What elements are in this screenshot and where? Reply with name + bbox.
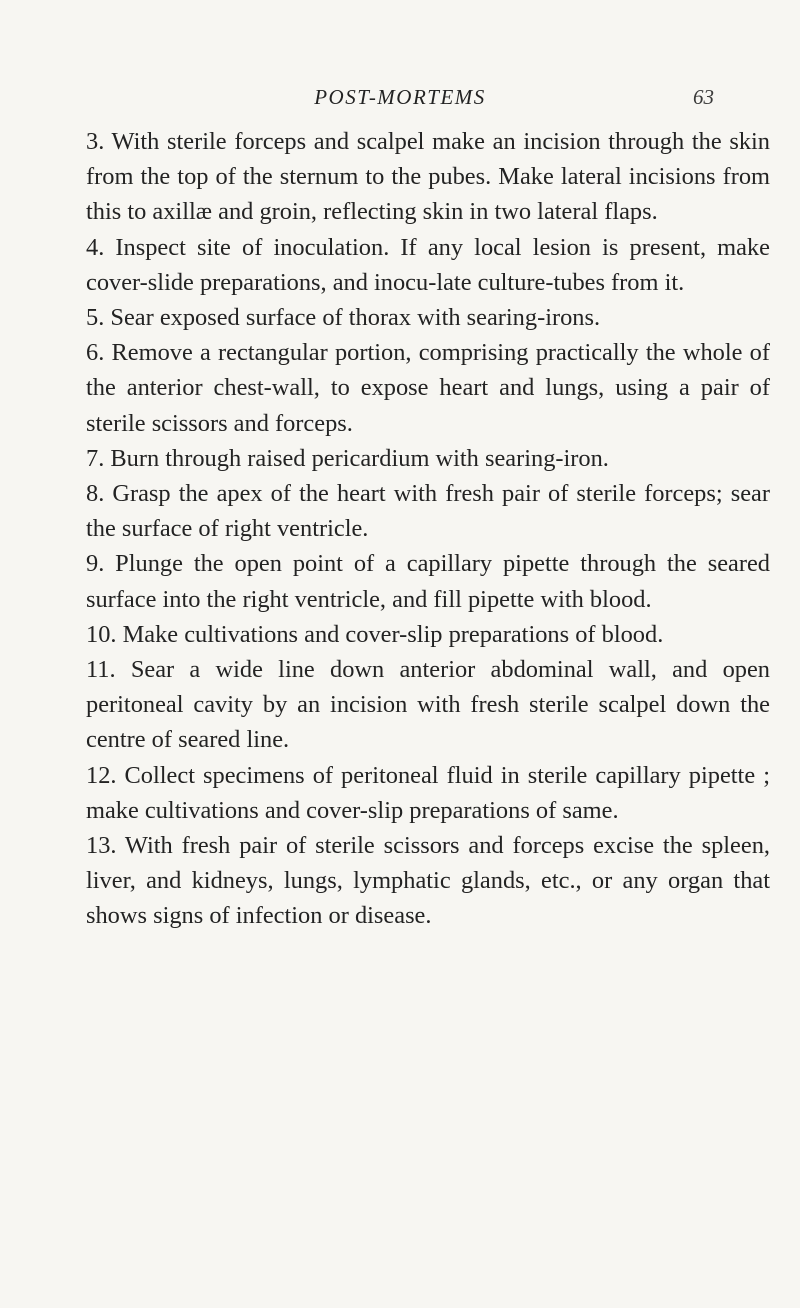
- step-4-paragraph: 4. Inspect site of inoculation. If any local lesion is present, make cover-slide preparations, and inocu-late culture-tubes from it.: [86, 233, 770, 296]
- step-3-paragraph: 3. With sterile forceps and scalpel make an incision through the skin from the top of the sternum to the pubes. Make lateral incisions from this to axillæ and groin, reflecting skin in two lateral flaps.: [86, 128, 770, 226]
- step-13-paragraph: 13. With fresh pair of sterile scissors and forceps excise the spleen, liver, and kidneys, lungs, lymphatic glands, etc., or any organ that shows signs of infection or disease.: [86, 832, 770, 930]
- step-5-paragraph: 5. Sear exposed surface of thorax with searing-irons.: [86, 304, 601, 332]
- step-8-paragraph: 8. Grasp the apex of the heart with fresh pair of sterile forceps; sear the surface of right ventricle.: [86, 480, 770, 543]
- step-10-paragraph: 10. Make cultivations and cover-slip preparations of blood.: [86, 620, 664, 648]
- procedure-steps: [86, 124, 770, 934]
- step-7-paragraph: 7. Burn through raised pericardium with searing-iron.: [86, 444, 609, 472]
- page-number: 63: [693, 85, 714, 109]
- step-11-paragraph: 11. Sear a wide line down anterior abdominal wall, and open peritoneal cavity by an incision with fresh sterile scalpel down the centre of seared line.: [86, 656, 770, 754]
- running-title: POST-MORTEMS: [314, 85, 486, 109]
- step-6-paragraph: 6. Remove a rectangular portion, comprising practically the whole of the anterior chest-wall, to expose heart and lungs, using a pair of sterile scissors and forceps.: [86, 339, 770, 437]
- step-12-paragraph: 12. Collect specimens of peritoneal fluid in sterile capillary pipette ; make cultivations and cover-slip preparations of same.: [86, 761, 770, 824]
- running-head: [0, 82, 800, 112]
- step-9-paragraph: 9. Plunge the open point of a capillary pipette through the seared surface into the right ventricle, and fill pipette with blood.: [86, 550, 770, 613]
